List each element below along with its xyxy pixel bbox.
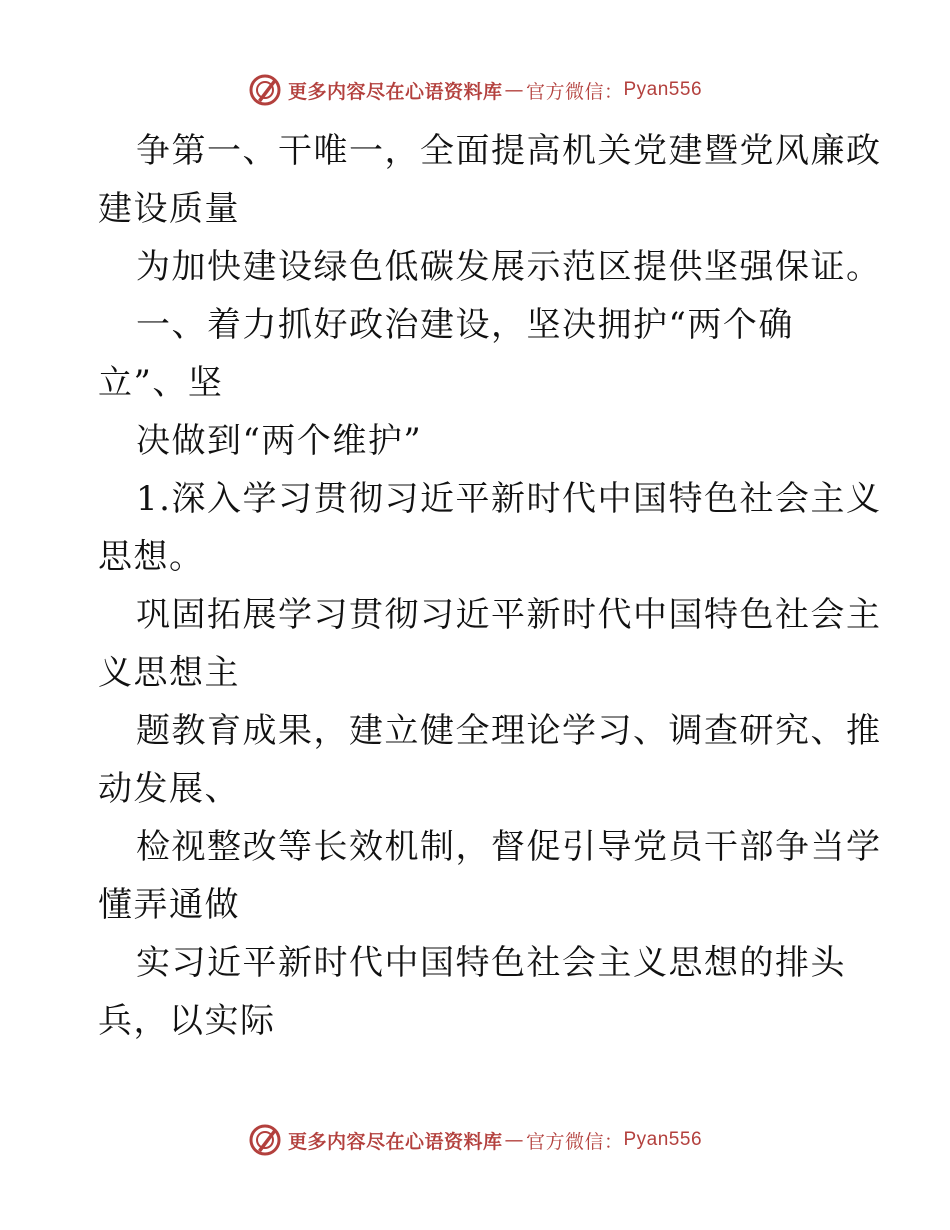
body-line: 决做到“两个维护” (136, 421, 423, 461)
banner-brand-text: 更多内容尽在心语资料库 (287, 1130, 503, 1153)
footer-watermark-banner (0, 1120, 950, 1160)
document-body (98, 122, 882, 1050)
subsection-heading-line: 思想。 (98, 537, 205, 577)
body-line: 争第一、干唯一，全面提高机关党建暨党风廉政 (136, 131, 882, 171)
banner-separator: — (504, 79, 524, 101)
banner-wechat-id: Pyan556 (623, 79, 703, 100)
banner-brand-text: 更多内容尽在心语资料库 (287, 80, 503, 103)
banner-wechat-id: Pyan556 (623, 1129, 703, 1150)
header-watermark-banner (0, 70, 950, 110)
body-line: 为加快建设绿色低碳发展示范区提供坚强保证。 (136, 247, 882, 287)
body-line: 义思想主 (98, 653, 240, 693)
section-heading-line: 一、着力抓好政治建设，坚决拥护“两个确 (136, 305, 794, 345)
quill-seal-logo-icon (248, 1123, 282, 1157)
body-line: 动发展、 (98, 769, 240, 809)
body-line: 实习近平新时代中国特色社会主义思想的排头 (136, 943, 846, 983)
banner-wechat-label: 官方微信： (525, 80, 624, 103)
body-line: 检视整改等长效机制，督促引导党员干部争当学 (136, 827, 882, 867)
body-line: 兵，以实际 (98, 1001, 276, 1041)
quill-seal-logo-icon (248, 73, 282, 107)
subsection-heading-line: 1.深入学习贯彻习近平新时代中国特色社会主义 (136, 479, 882, 519)
section-heading-line: 立”、坚 (98, 363, 224, 403)
body-line: 懂弄通做 (98, 885, 240, 925)
banner-separator: — (504, 1129, 524, 1151)
banner-wechat-label: 官方微信： (525, 1130, 624, 1153)
body-line: 建设质量 (98, 189, 240, 229)
body-line: 巩固拓展学习贯彻习近平新时代中国特色社会主 (136, 595, 882, 635)
body-line: 题教育成果，建立健全理论学习、调查研究、推 (136, 711, 882, 751)
